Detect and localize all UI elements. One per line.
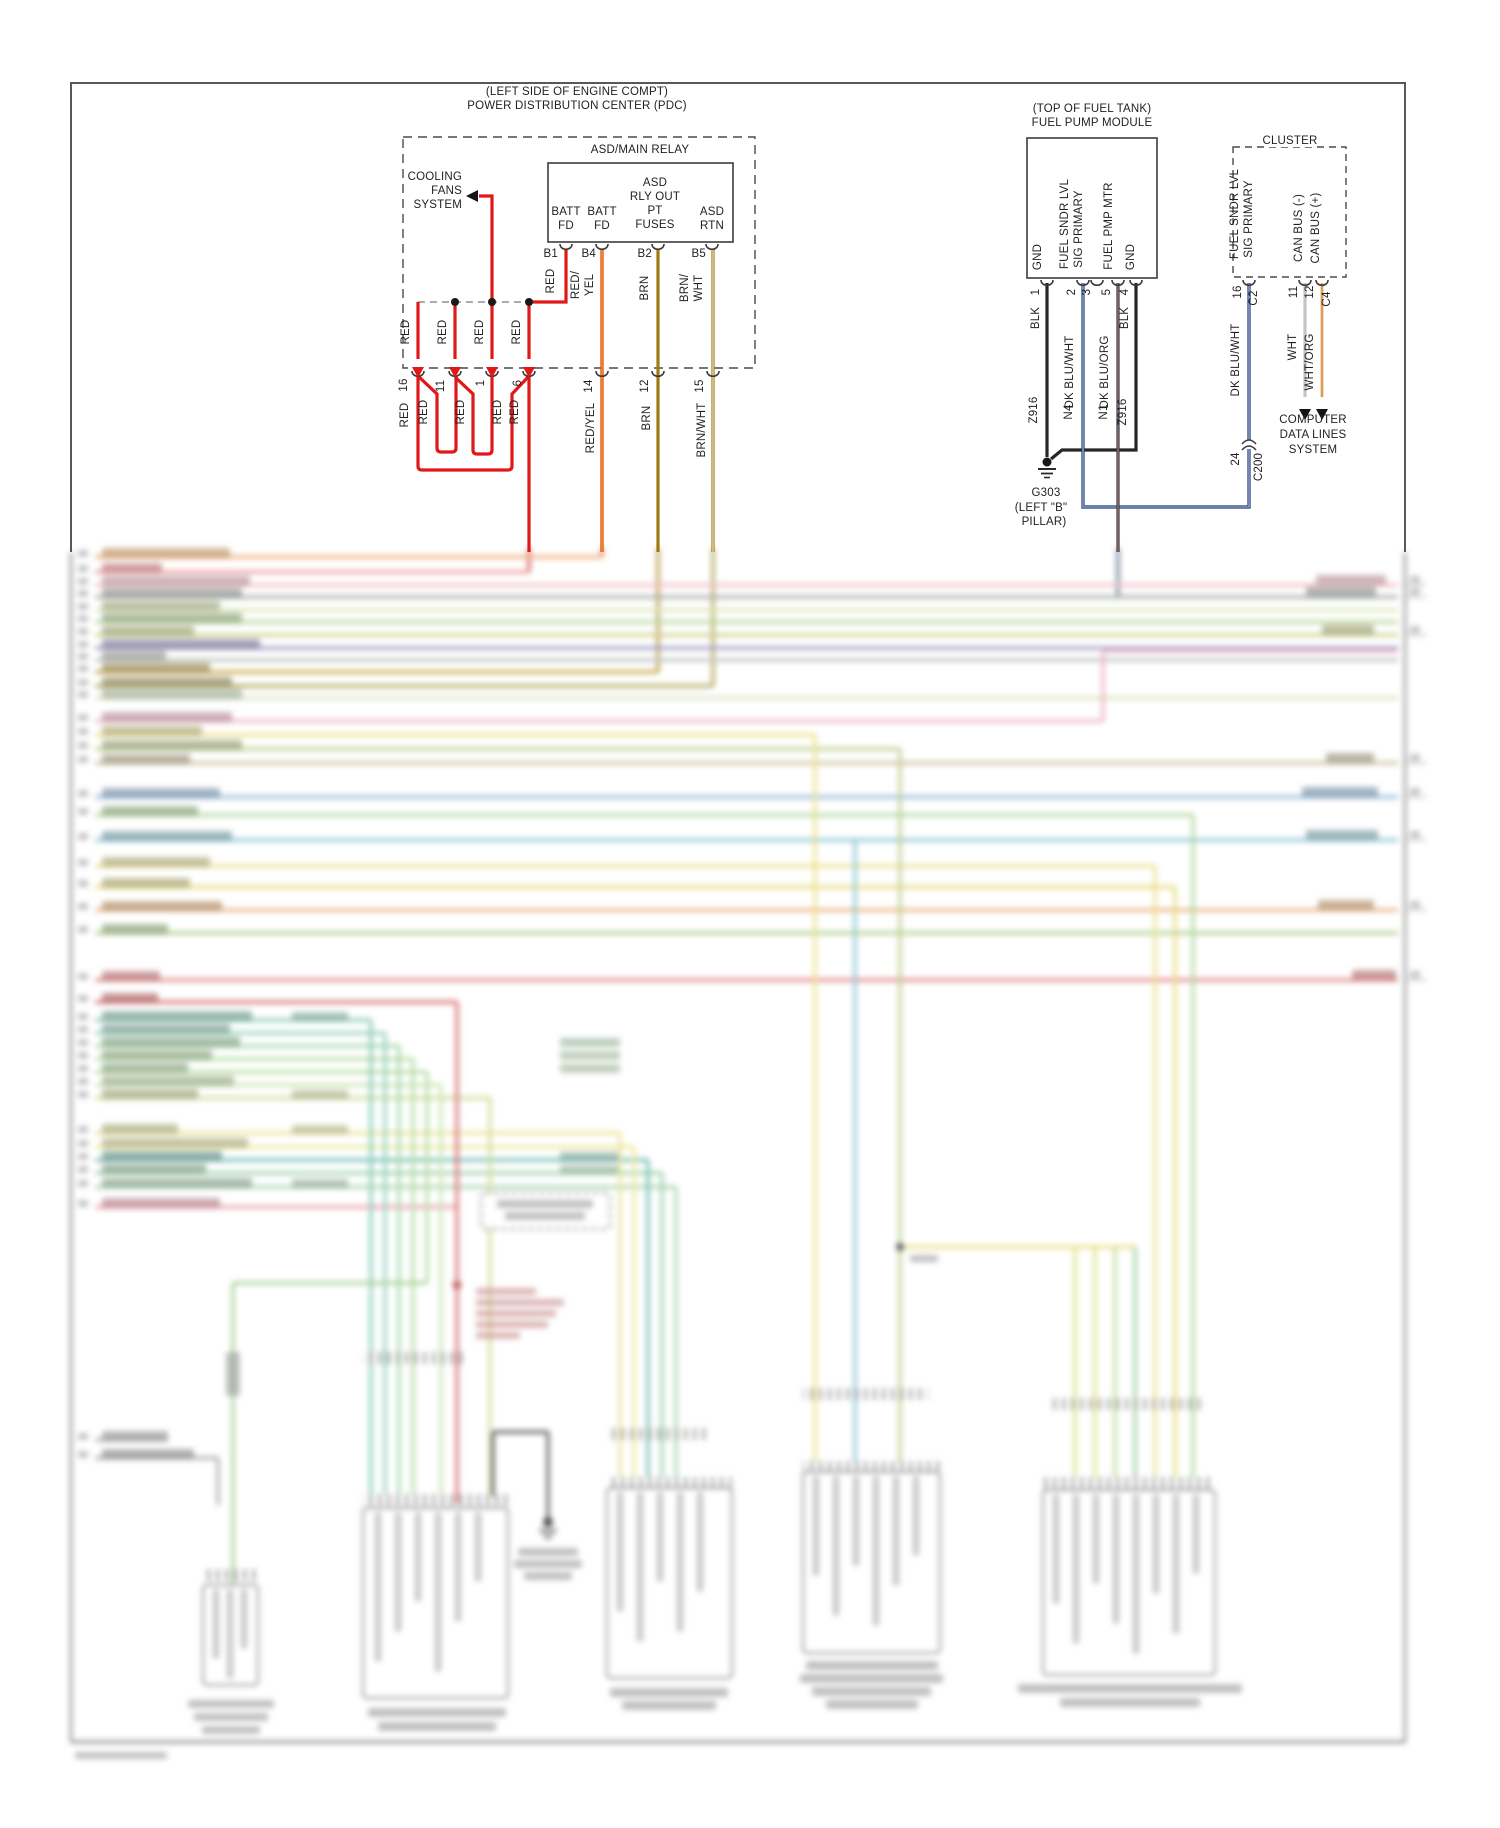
fp-pin-5: 5 — [1101, 288, 1113, 296]
wire-brnwht-1: BRN/ — [679, 273, 691, 303]
relay-pin-asd-rly-3: PT — [647, 205, 663, 217]
pin-11: 11 — [435, 379, 447, 393]
pdc-arrow-3 — [486, 367, 498, 378]
fp-sndr: FUEL SNDR LVL — [1059, 178, 1071, 270]
wire-red-leg1: RED — [399, 402, 411, 428]
cooling-arrow-left — [466, 190, 478, 202]
wire-red-drop4: RED — [511, 319, 523, 345]
relay-pin-asd-rly-2: RLY OUT — [629, 191, 681, 203]
fuel-pump-box — [1027, 138, 1157, 278]
circuit-n4: N4 — [1063, 404, 1075, 420]
pin-15: 15 — [694, 379, 706, 393]
wire-wht: WHT — [1287, 333, 1299, 361]
wire-redyel-low: RED/YEL — [585, 402, 597, 454]
fuel-pump-title: FUEL PUMP MODULE — [1031, 117, 1153, 129]
pin-arc-b4 — [596, 244, 608, 249]
pdc-arrow-1 — [412, 367, 424, 378]
pin-arc-b2 — [652, 244, 664, 249]
computer-data-2: DATA LINES — [1279, 429, 1347, 441]
wire-brnwht-2: WHT — [693, 274, 705, 302]
wire-blk-2: BLK — [1119, 306, 1131, 330]
cl-pin-24: 24 — [1230, 452, 1242, 466]
relay-pin-asd-rtn-2: RTN — [699, 220, 725, 232]
computer-data-3: SYSTEM — [1288, 444, 1338, 456]
relay-pin-batt-fd-2a: BATT — [587, 206, 617, 218]
wire-brn-low: BRN — [641, 405, 653, 431]
wire-red-leg2: RED — [418, 399, 430, 425]
pin-16: 16 — [398, 378, 410, 392]
cl-pin-16: 16 — [1232, 285, 1244, 299]
ground-g303: G303 — [1031, 487, 1061, 499]
wire-red-b1: RED — [545, 268, 557, 294]
fuel-tank-title: (TOP OF FUEL TANK) — [1032, 103, 1152, 115]
pin-1: 1 — [475, 379, 487, 387]
cl-sig: SIG PRIMARY — [1243, 180, 1255, 258]
cl-arc-11 — [1299, 280, 1311, 285]
computer-data-1: COMPUTER — [1279, 414, 1347, 426]
wire-brn-top: BRN — [639, 275, 651, 301]
pdc-title: POWER DISTRIBUTION CENTER (PDC) — [467, 100, 687, 112]
wire-red-drop1: RED — [400, 319, 412, 345]
pin-12: 12 — [639, 379, 651, 393]
relay-pin-asd-rly-1: ASD — [642, 177, 668, 189]
ground-g303-loc1: (LEFT "B" — [1014, 502, 1068, 514]
wire-dkbluorg: DK BLU/ORG — [1099, 335, 1111, 409]
fp-pin-2: 2 — [1066, 288, 1078, 296]
wire-redyel-2: YEL — [584, 273, 596, 297]
fp-sig: SIG PRIMARY — [1073, 190, 1085, 268]
pin-b1: B1 — [543, 248, 558, 260]
cl-conn-c200: C200 — [1253, 452, 1265, 482]
g303-dot — [1043, 458, 1052, 467]
junction-dot-3 — [525, 298, 533, 306]
relay-pin-asd-rtn-1: ASD — [699, 206, 725, 218]
fp-gnd-1: GND — [1032, 243, 1044, 271]
cl-conn-c2: C2 — [1248, 290, 1260, 306]
wire-red-leg5: RED — [509, 399, 521, 425]
relay-pin-batt-fd-2b: FD — [594, 220, 610, 232]
relay-pin-asd-rly-4: FUSES — [635, 219, 675, 231]
fp-arc-2 — [1077, 280, 1089, 285]
cl-pin-11: 11 — [1288, 285, 1300, 299]
circuit-z916-2: Z916 — [1117, 398, 1129, 426]
cooling-fans-2: FANS — [431, 185, 462, 197]
wire-dkbluwht-fp: DK BLU/WHT — [1064, 335, 1076, 409]
fp-arc-1 — [1041, 280, 1053, 285]
cl-arc-12 — [1316, 280, 1328, 285]
fp-mtr: FUEL PMP MTR — [1103, 182, 1115, 270]
wire-brnwht-low: BRN/WHT — [696, 402, 708, 458]
outer-border-top — [71, 83, 1405, 552]
wire-cooling-red — [479, 196, 492, 302]
cl-arc-16 — [1243, 280, 1255, 285]
ground-g303-loc2: PILLAR) — [1021, 516, 1067, 528]
wire-whtorg: WHT/ORG — [1304, 333, 1316, 391]
pin-arc-b5 — [706, 244, 718, 249]
junction-dot-1 — [451, 298, 459, 306]
cl-canbus-neg: CAN BUS (-) — [1293, 193, 1305, 263]
cl-canbus-pos: CAN BUS (+) — [1310, 192, 1322, 264]
wire-blk-1: BLK — [1030, 306, 1042, 330]
fp-arc-5 — [1112, 280, 1124, 285]
pdc-arrow-4 — [523, 367, 535, 378]
fp-arc-4 — [1130, 280, 1142, 285]
wire-dkbluwht-cl: DK BLU/WHT — [1230, 323, 1242, 397]
wire-red-drop2: RED — [437, 319, 449, 345]
pin-b5: B5 — [691, 248, 706, 260]
cluster-title: CLUSTER — [1262, 135, 1318, 147]
fp-gnd-2: GND — [1125, 243, 1137, 271]
fp-pin-1: 1 — [1030, 288, 1042, 296]
wire-red-leg4: RED — [492, 399, 504, 425]
pin-6: 6 — [512, 379, 524, 387]
cl-sndr: FUEL SNDR LVL — [1229, 168, 1241, 260]
cl-conn-c4: C4 — [1321, 291, 1333, 307]
pin-b4: B4 — [581, 248, 596, 260]
relay-pin-batt-fd-1a: BATT — [551, 206, 581, 218]
pin-arc-b1 — [560, 244, 572, 249]
junction-dot-2 — [488, 298, 496, 306]
circuit-z916-1: Z916 — [1028, 396, 1040, 424]
cl-pin-12: 12 — [1304, 285, 1316, 299]
relay-pin-batt-fd-1b: FD — [558, 220, 574, 232]
pin-b2: B2 — [637, 248, 652, 260]
fp-pin-4: 4 — [1119, 288, 1131, 296]
fp-arc-3 — [1091, 280, 1103, 285]
circuit-n1: N1 — [1098, 404, 1110, 420]
pin-14: 14 — [583, 379, 595, 393]
pdc-location-title: (LEFT SIDE OF ENGINE COMPT) — [485, 86, 669, 98]
cooling-fans-3: SYSTEM — [413, 199, 462, 211]
relay-title: ASD/MAIN RELAY — [590, 144, 690, 156]
c200-connector — [1242, 440, 1256, 444]
wire-red-leg3: RED — [455, 399, 467, 425]
fp-pin-3: 3 — [1081, 288, 1093, 296]
pdc-arrow-2 — [449, 367, 461, 378]
wire-red-drop3: RED — [474, 319, 486, 345]
wire-redyel-1: RED/ — [570, 270, 582, 300]
cooling-fans-1: COOLING — [407, 171, 462, 183]
